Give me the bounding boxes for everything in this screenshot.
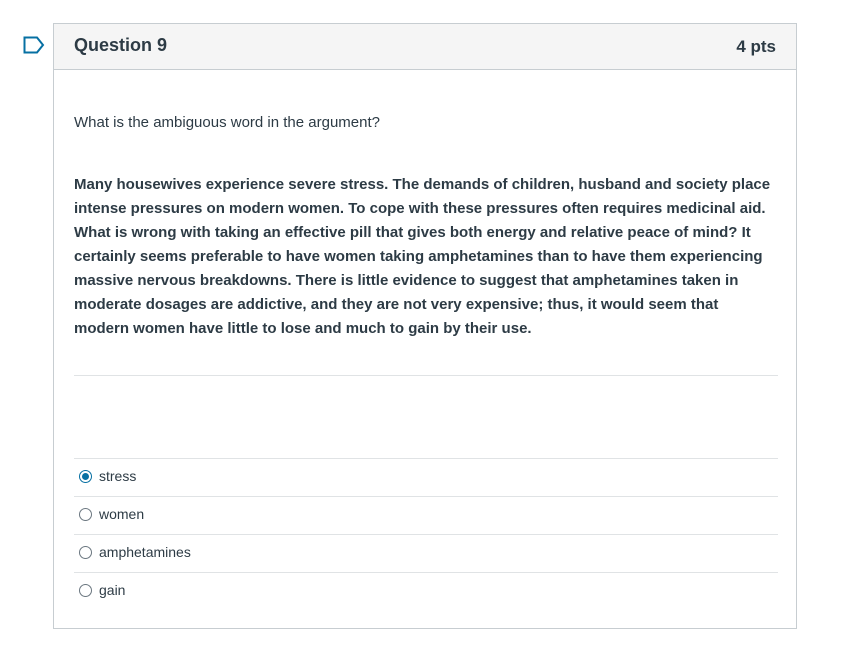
divider xyxy=(74,375,778,376)
radio-unselected-icon[interactable] xyxy=(79,584,92,597)
radio-selected-icon[interactable] xyxy=(79,470,92,483)
question-header xyxy=(54,24,796,70)
question-prompt: What is the ambiguous word in the argument? xyxy=(74,114,380,131)
question-points: 4 pts xyxy=(736,37,776,56)
answer-label: stress xyxy=(99,468,137,484)
answer-label: amphetamines xyxy=(99,544,191,560)
radio-unselected-icon[interactable] xyxy=(79,508,92,521)
answer-option-women[interactable] xyxy=(74,496,778,534)
argument-passage: Many housewives experience severe stress. The demands of children, husband and society place intense pressures on modern women. To cope with these pressures often requires medicinal aid. What is wrong with taking an effective pill that gives both energy and relative peace of mind? It certainly seems preferable to have women taking amphetamines than to have them experiencing massive nervous breakdowns. There is little evidence to suggest that amphetamines taken in moderate dosages are addictive, and they are not very expensive; thus, it would seem that modern women have little to lose and much to gain by their use. xyxy=(74,176,771,337)
radio-unselected-icon[interactable] xyxy=(79,546,92,559)
answer-option-gain[interactable] xyxy=(74,572,778,610)
question-card xyxy=(53,23,797,629)
question-body xyxy=(74,70,778,341)
question-title: Question 9 xyxy=(74,35,168,55)
flag-question-icon[interactable] xyxy=(23,36,45,54)
answer-list xyxy=(74,458,778,610)
answer-option-amphetamines[interactable] xyxy=(74,534,778,572)
answer-label: gain xyxy=(99,582,126,598)
answer-label: women xyxy=(99,506,145,522)
answer-option-stress[interactable] xyxy=(74,458,778,496)
